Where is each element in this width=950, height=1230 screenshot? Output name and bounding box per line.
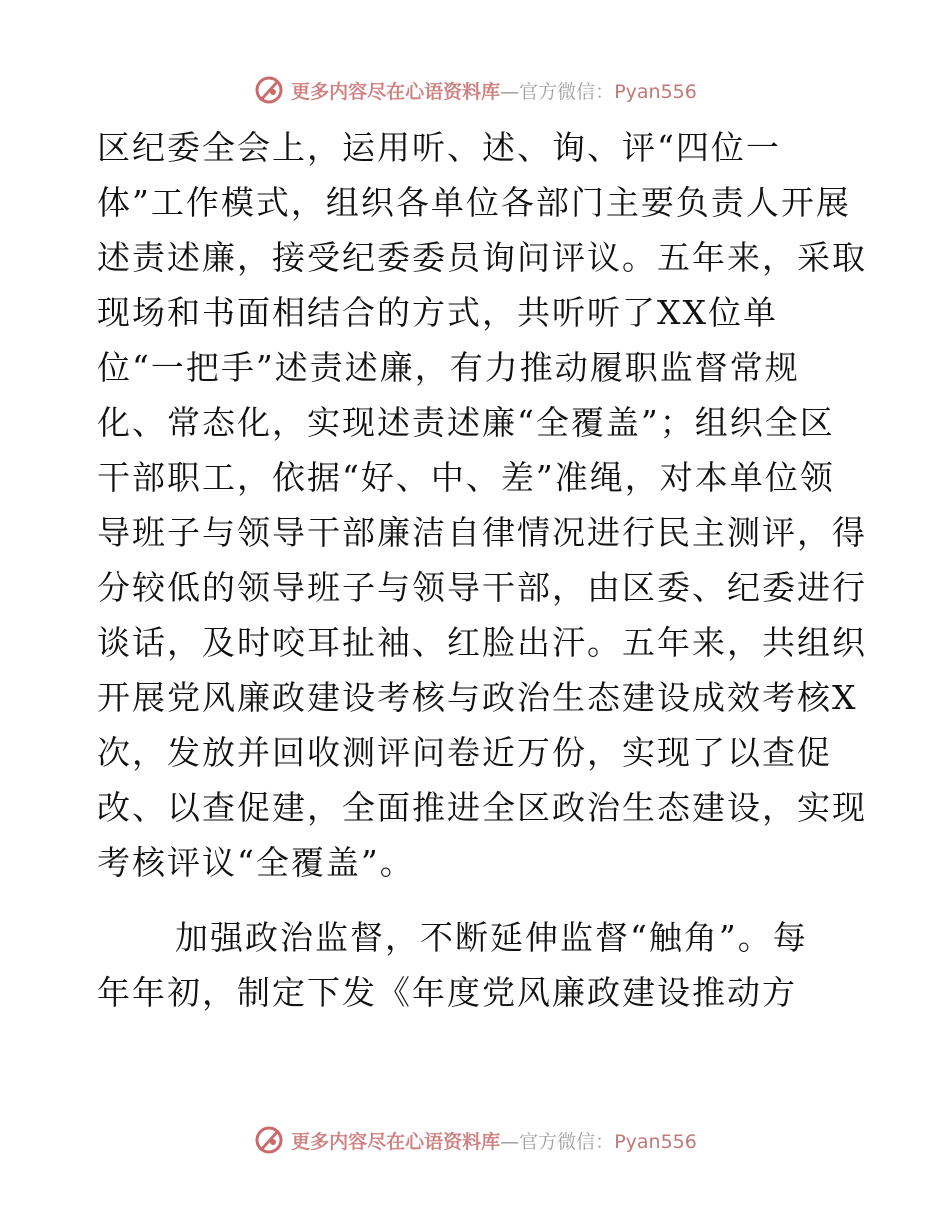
header-watermark-text xyxy=(291,77,697,104)
promo-text: 更多内容尽在心语资料库 xyxy=(291,80,501,103)
text-line: 区纪委全会上，运用听、述、询、评“四位一 xyxy=(97,128,781,167)
footer-watermark-banner xyxy=(0,1120,950,1160)
header-watermark-banner xyxy=(0,70,950,110)
paragraph-2 xyxy=(97,910,857,1020)
paragraph-gap xyxy=(97,890,857,910)
document-body xyxy=(97,120,867,1020)
separator-text: — xyxy=(500,80,520,103)
footer-watermark-text xyxy=(291,1127,697,1154)
paragraph-1 xyxy=(97,120,867,890)
wechat-label: 官方微信： xyxy=(519,80,615,103)
text-line: 改、以查促建，全面推进全区政治生态建设，实现 xyxy=(97,788,867,827)
quill-seal-icon xyxy=(253,74,285,106)
text-line: 位“一把手”述责述廉，有力推动履职监督常规 xyxy=(97,348,800,387)
text-line: 分较低的领导班子与领导干部，由区委、纪委进行 xyxy=(97,568,867,607)
text-line: 年年初，制定下发《年度党风廉政建设推动方 xyxy=(97,973,797,1012)
wechat-label: 官方微信： xyxy=(519,1130,615,1153)
promo-text: 更多内容尽在心语资料库 xyxy=(291,1130,501,1153)
text-line: 干部职工，依据“好、中、差”准绳，对本单位领 xyxy=(97,458,835,497)
separator-text: — xyxy=(500,1130,520,1153)
text-line: 加强政治监督，不断延伸监督“触角”。每 xyxy=(175,918,808,957)
wechat-handle: Pyan556 xyxy=(614,1130,697,1153)
text-line: 现场和书面相结合的方式，共听听了XX位单 xyxy=(97,293,778,332)
text-line: 述责述廉，接受纪委委员询问评议。五年来，采取 xyxy=(97,238,867,277)
text-line: 次，发放并回收测评问卷近万份，实现了以查促 xyxy=(97,733,832,772)
wechat-handle: Pyan556 xyxy=(614,80,697,103)
text-line: 化、常态化，实现述责述廉“全覆盖”；组织全区 xyxy=(97,403,835,442)
quill-seal-icon xyxy=(253,1124,285,1156)
text-line: 体”工作模式，组织各单位各部门主要负责人开展 xyxy=(97,183,851,222)
text-line: 开展党风廉政建设考核与政治生态建设成效考核X xyxy=(97,678,858,717)
text-line: 谈话，及时咬耳扯袖、红脸出汗。五年来，共组织 xyxy=(97,623,867,662)
text-line: 导班子与领导干部廉洁自律情况进行民主测评，得 xyxy=(97,513,867,552)
text-line: 考核评议“全覆盖”。 xyxy=(97,843,415,882)
